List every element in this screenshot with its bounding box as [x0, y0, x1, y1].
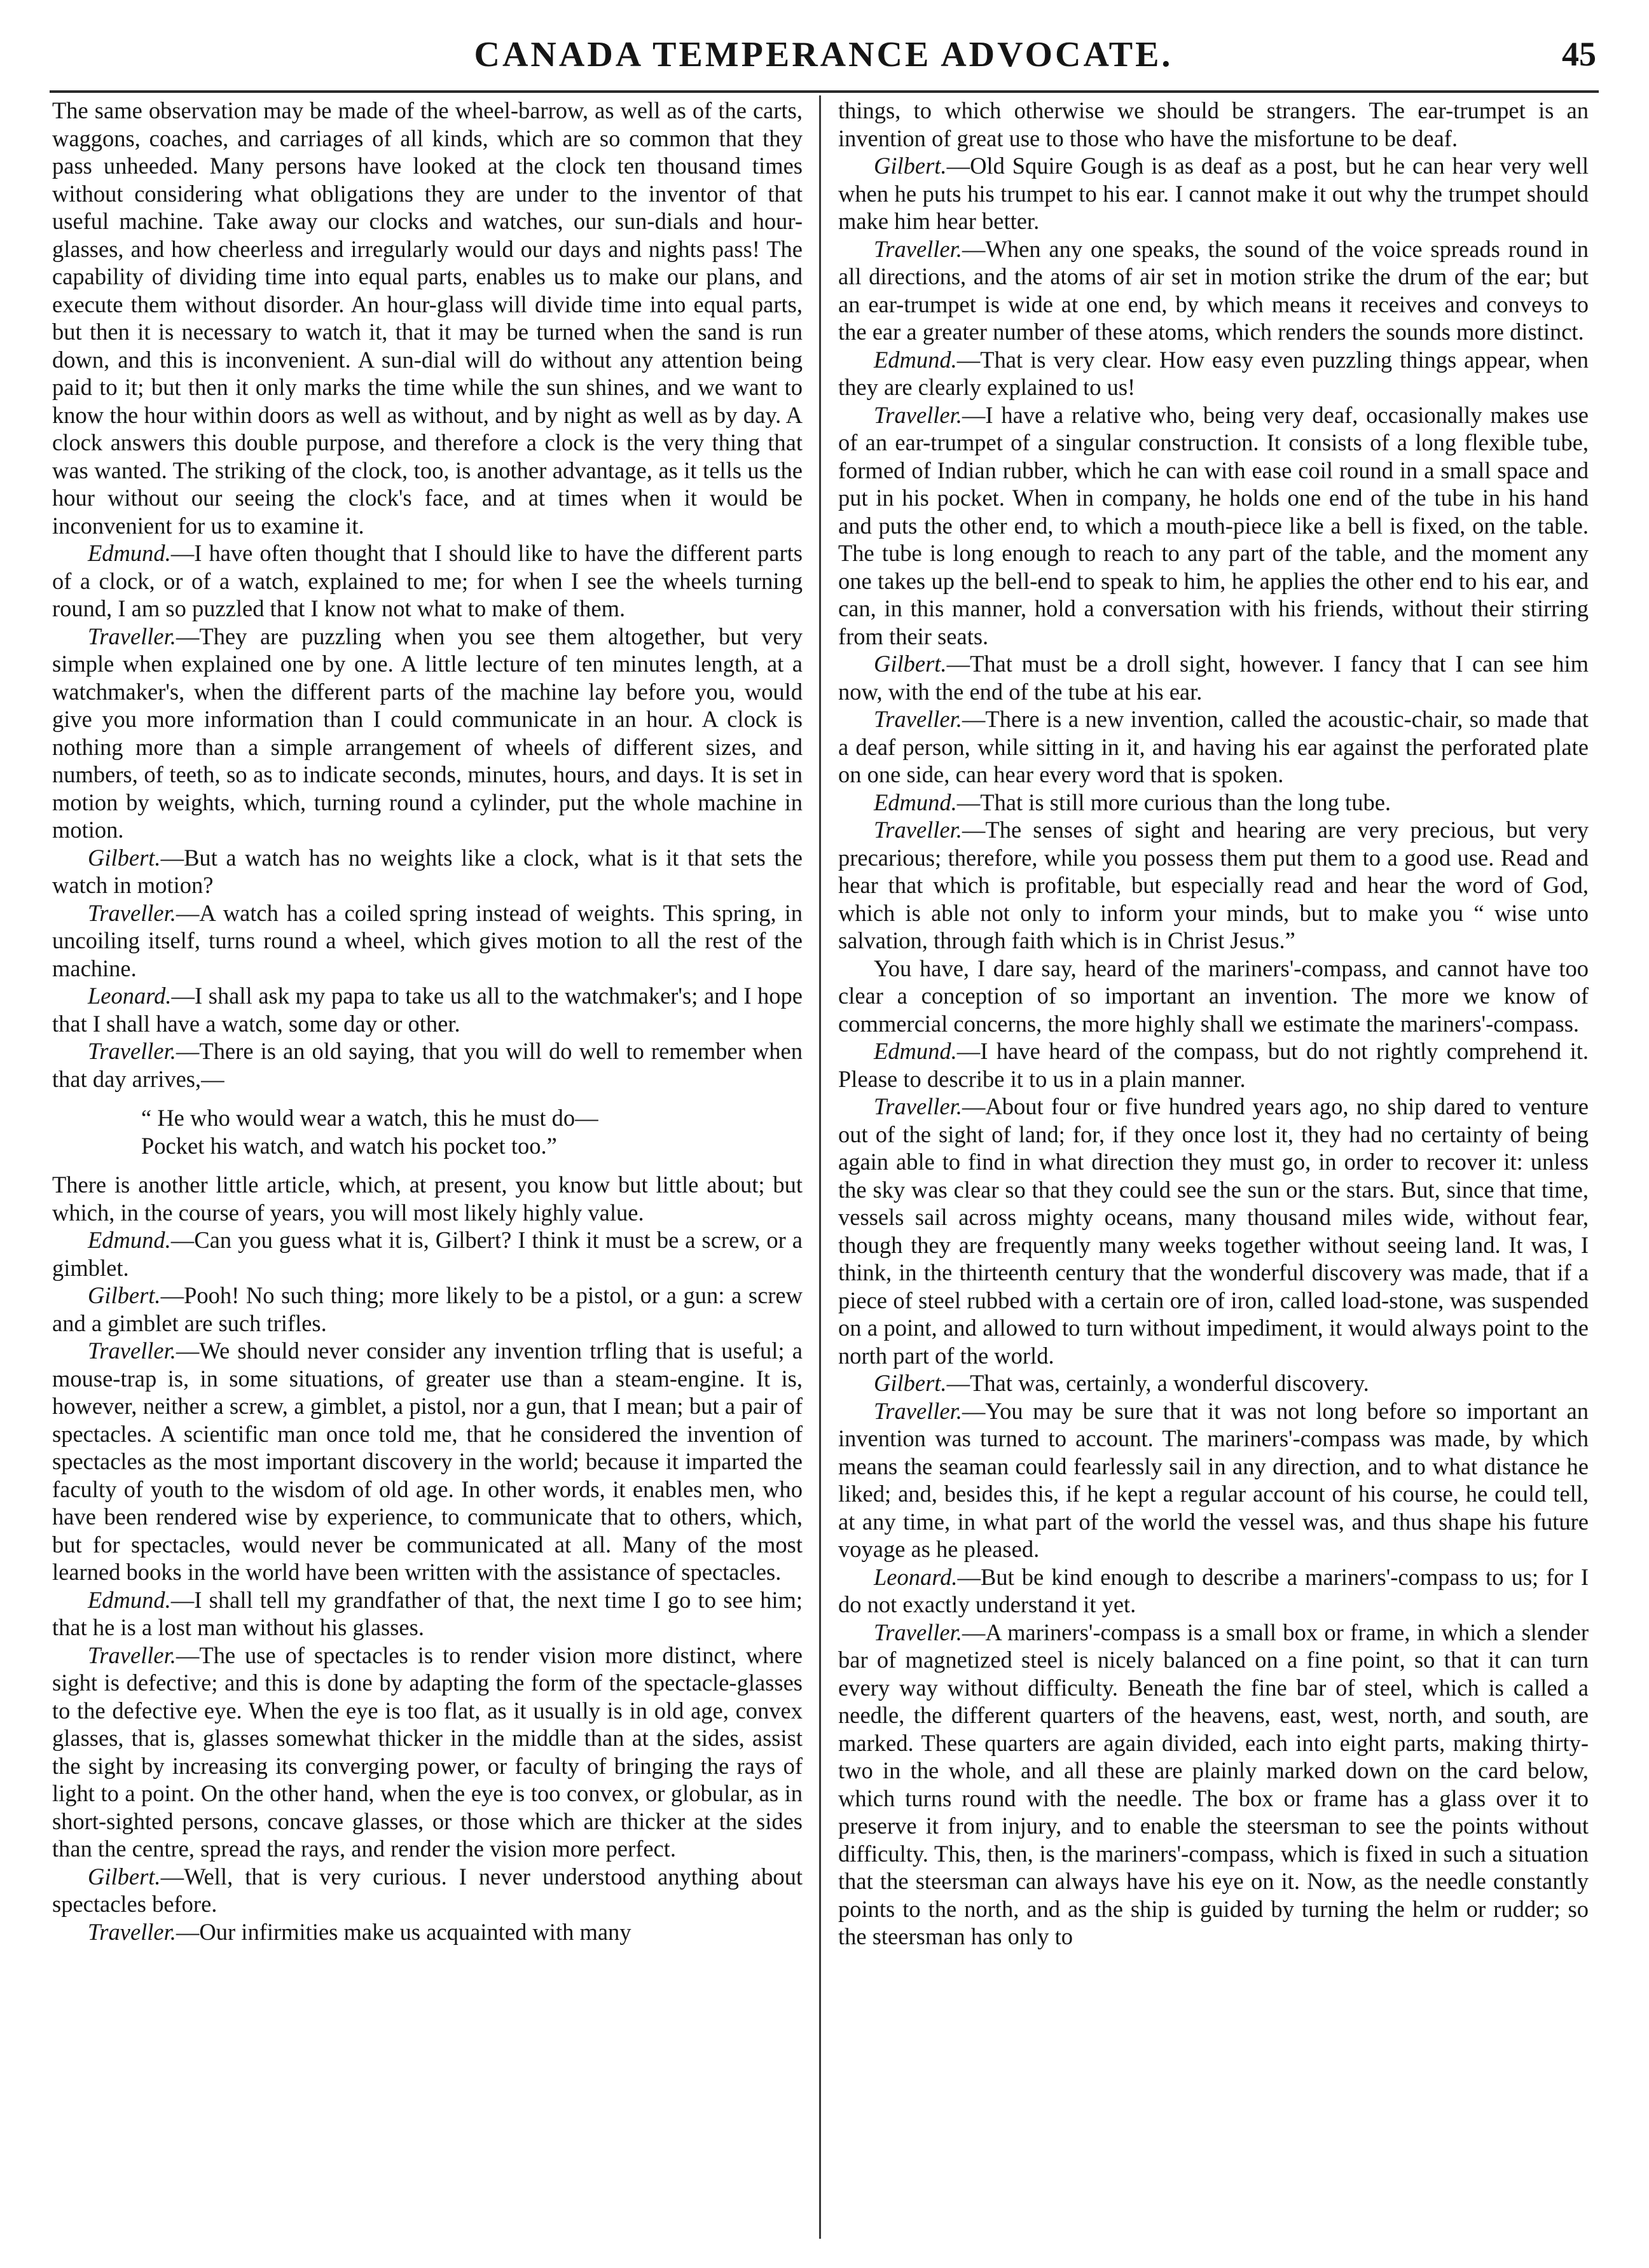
dialogue-text: —That was, certainly, a wonderful discovery.	[946, 1370, 1369, 1396]
dialogue-text: —That is very clear. How easy even puzzling things appear, when they are clearly explained to us!	[838, 346, 1589, 400]
dialogue-text: —Old Squire Gough is as deaf as a post, but he can hear very well when he puts his trumpet to his ear. I cannot make it out why the trumpet should make him hear better.	[838, 153, 1589, 234]
dialogue-text: —A mariners'-compass is a small box or frame, in which a slender bar of magnetized steel is nicely balanced on a fine point, so that it can turn every way without difficulty. Beneath the fine bar of steel, which is called a needle, the different quarters of the heavens, east, west, north, and south, are marked. These quarters are again divided, each into eight parts, making thirty-two in the whole, and all these are plainly marked down on the card below, which turns round with the needle. The box or frame has a glass over it to preserve it from injury, and to enable the steersman to see the points without difficulty. This, then, is the mariners'-compass, which is fixed in such a situation that the steersman can always have his eye on it. Now, as the needle constantly points to the north, and as the ship is guided by turning the helm or rudder; so the steersman has only to	[838, 1619, 1589, 1949]
speaker-name: Gilbert.	[88, 1282, 161, 1308]
dialogue-paragraph	[838, 705, 1589, 789]
dialogue-paragraph	[52, 539, 803, 623]
dialogue-paragraph	[838, 650, 1589, 705]
speaker-name: Traveller.	[88, 1918, 176, 1945]
dialogue-paragraph	[838, 401, 1589, 651]
dialogue-paragraph	[52, 1642, 803, 1863]
speaker-name: Edmund.	[88, 1586, 171, 1613]
dialogue-text: —But be kind enough to describe a mariners'-compass to us; for I do not exactly understand it yet.	[838, 1563, 1589, 1617]
dialogue-text: —That must be a droll sight, however. I fancy that I can see him now, with the end of the tube at his ear.	[838, 651, 1589, 705]
speaker-name: Traveller.	[88, 1038, 176, 1064]
speaker-name: Edmund.	[88, 1227, 171, 1253]
dialogue-paragraph	[52, 1918, 803, 1946]
dialogue-paragraph	[52, 899, 803, 983]
dialogue-paragraph	[838, 1397, 1589, 1563]
dialogue-text: —About four or five hundred years ago, no ship dared to venture out of the sight of land; for, if they once lost it, they had no certainty of being again able to find in what direction they must go, in order to recover it: unless the sky was clear so that they could see the sun or the stars. But, since that time, vessels sail across mighty oceans, many thousand miles wide, without fear, though they are frequently many weeks together without seeing land. It was, I think, in the thirteenth century that the wonderful discovery was made, that if a piece of steel rubbed with a certain ore of iron, called load-stone, was suspended on a point, and allowed to turn without impediment, it would always point to the north part of the world.	[838, 1093, 1589, 1369]
speaker-name: Traveller.	[874, 706, 962, 732]
running-title: CANADA TEMPERANCE ADVOCATE.	[474, 35, 1173, 74]
verse-quote	[141, 1104, 803, 1159]
dialogue-paragraph	[52, 1037, 803, 1093]
speaker-name: Traveller.	[874, 817, 962, 843]
dialogue-text: —I shall tell my grandfather of that, the next time I go to see him; that he is a lost man without his glasses.	[52, 1586, 803, 1640]
speaker-name: Gilbert.	[88, 844, 161, 871]
speaker-name: Traveller.	[88, 1338, 176, 1364]
speaker-name: Traveller.	[88, 1642, 176, 1668]
dialogue-text: —There is a new invention, called the acoustic-chair, so made that a deaf person, while sitting in it, and having his ear against the perforated plate on one side, can hear every word that is spoken.	[838, 706, 1589, 787]
dialogue-paragraph	[52, 1282, 803, 1337]
dialogue-text: —Pooh! No such thing; more likely to be a pistol, or a gun: a screw and a gimblet are such trifles.	[52, 1282, 803, 1336]
dialogue-text: —There is an old saying, that you will do well to remember when that day arrives,—	[52, 1038, 803, 1092]
dialogue-text: —That is still more curious than the long tube.	[956, 789, 1391, 815]
dialogue-paragraph	[52, 1586, 803, 1642]
speaker-name: Leonard.	[88, 983, 172, 1009]
verse-line: Pocket his watch, and watch his pocket too.”	[141, 1132, 557, 1159]
dialogue-paragraph	[838, 1563, 1589, 1619]
dialogue-text: —When any one speaks, the sound of the voice spreads round in all directions, and the atoms of air set in motion strike the drum of the ear; but an ear-trumpet is wide at one end, by which means it receives and conveys to the ear a greater number of these atoms, which renders the sounds more distinct.	[838, 235, 1589, 345]
dialogue-text: —The use of spectacles is to render vision more distinct, where sight is defective; and this is done by adapting the form of the spectacle-glasses to the defective eye. When the eye is too flat, as it usually is in old age, convex glasses, that is, glasses somewhat thicker in the middle than at the sides, assist the sight by increasing its converging power, or faculty of bringing the rays of light to a point. On the other hand, when the eye is too convex, or globular, as in short-sighted persons, concave glasses, or those which are thicker at the sides than the centre, spread the rays, and render the vision more perfect.	[52, 1642, 803, 1862]
paragraph: There is another little article, which, at present, you know but little about; but which, in the course of years, you will most likely highly value.	[52, 1172, 803, 1226]
paragraph: The same observation may be made of the wheel-barrow, as well as of the carts, waggons, coaches, and carriages of all kinds, which are so common that they pass unheeded. Many persons have looked at the clock ten thousand times without considering what obligations they are under to the inventor of that useful machine. Take away our clocks and watches, our sun-dials and hour-glasses, and how cheerless and irregularly would our days and nights pass! The capability of dividing time into equal parts, enables us to make our plans, and execute them without disorder. An hour-glass will divide time into equal parts, but then it is necessary to watch it, that it may be turned when the sand is run down, and this is inconvenient. A sun-dial will do without any attention being paid to it; but then it only marks the time while the sun shines, and we want to know the hour within doors as well as without, and by night as well as by day. A clock answers this double purpose, and therefore a clock is the very thing that was wanted. The striking of the clock, too, is another advantage, as it tells us the hour without our seeing the clock's face, and at times when it would be inconvenient for us to examine it.	[52, 97, 803, 539]
speaker-name: Gilbert.	[874, 153, 947, 179]
dialogue-text: —Our infirmities make us acquainted with many	[176, 1918, 631, 1945]
dialogue-text: —I have a relative who, being very deaf, occasionally makes use of an ear-trumpet of a singular construction. It consists of a long flexible tube, formed of Indian rubber, which he can with ease coil round in a small space and put in his pocket. When in company, he holds one end of the tube in his hand and puts the other end, to which a mouth-piece like a bell is fixed, on the table. The tube is long enough to reach to any part of the table, and the moment any one takes up the bell-end to speak to him, he applies the other end to his ear, and can, in this manner, hold a conversation with his friends, without their stirring from their seats.	[838, 401, 1589, 649]
header-rule	[50, 90, 1599, 93]
column-divider	[819, 95, 821, 2239]
dialogue-paragraph	[838, 1037, 1589, 1093]
speaker-name: Edmund.	[874, 346, 957, 373]
speaker-name: Traveller.	[874, 401, 962, 428]
speaker-name: Traveller.	[874, 235, 962, 262]
dialogue-paragraph	[838, 235, 1589, 346]
page-number: 45	[1562, 35, 1596, 73]
dialogue-paragraph	[838, 152, 1589, 235]
speaker-name: Traveller.	[88, 623, 176, 649]
speaker-name: Traveller.	[874, 1619, 962, 1645]
dialogue-text: —I have heard of the compass, but do not rightly comprehend it. Please to describe it to us in a plain manner.	[838, 1038, 1589, 1092]
dialogue-paragraph	[52, 1337, 803, 1586]
speaker-name: Gilbert.	[88, 1863, 161, 1890]
dialogue-paragraph	[838, 1369, 1589, 1397]
dialogue-paragraph	[52, 1226, 803, 1282]
dialogue-text: —But a watch has no weights like a clock, what is it that sets the watch in motion?	[52, 844, 803, 898]
dialogue-text: —A watch has a coiled spring instead of weights. This spring, in uncoiling itself, turns round a wheel, which gives motion to all the rest of the machine.	[52, 899, 803, 981]
dialogue-text: —Well, that is very curious. I never understood anything about spectacles before.	[52, 1863, 803, 1917]
paragraph: You have, I dare say, heard of the mariners'-compass, and cannot have too clear a conception of so important an invention. The more we know of commercial concerns, the more highly shall we estimate the mariners'-compass.	[838, 955, 1589, 1037]
speaker-name: Edmund.	[88, 540, 171, 566]
left-column	[52, 97, 803, 2237]
dialogue-text: —We should never consider any invention trfling that is useful; a mouse-trap is, in some situations, of greater use than a steam-engine. It is, however, neither a screw, a gimblet, a pistol, nor a gun, that I mean; but a pair of spectacles. A scientific man once told me, that he considered the invention of spectacles as the most important discovery in the world; because it imparted the faculty of youth to the wisdom of old age. In other words, it enables men, who have been rendered wise by experience, to communicate that to others, which, but for spectacles, would never be communicated at all. Many of the most learned books in the world have been written with the assistance of spectacles.	[52, 1338, 803, 1585]
page-header	[51, 25, 1596, 95]
speaker-name: Gilbert.	[874, 1370, 947, 1396]
speaker-name: Edmund.	[874, 1038, 957, 1064]
dialogue-paragraph	[52, 1863, 803, 1918]
dialogue-paragraph	[838, 1619, 1589, 1951]
dialogue-paragraph	[838, 346, 1589, 401]
speaker-name: Traveller.	[874, 1093, 962, 1119]
dialogue-text: —Can you guess what it is, Gilbert? I think it must be a screw, or a gimblet.	[52, 1227, 803, 1281]
speaker-name: Gilbert.	[874, 651, 947, 677]
speaker-name: Traveller.	[874, 1397, 962, 1424]
dialogue-paragraph	[52, 623, 803, 844]
speaker-name: Traveller.	[88, 899, 176, 926]
dialogue-text: —I have often thought that I should like to have the different parts of a clock, or of a watch, explained to me; for when I see the wheels turning round, I am so puzzled that I know not what to make of them.	[52, 540, 803, 621]
speaker-name: Leonard.	[874, 1563, 958, 1590]
dialogue-paragraph	[52, 982, 803, 1037]
dialogue-text: —You may be sure that it was not long before so important an invention was turned to account. The mariners'-compass was made, by which means the seaman could fearlessly sail in any direction, and to what distance he liked; and, besides this, if he kept a regular account of his course, he could tell, at any time, in what part of the world the vessel was, and thus shape his future voyage as he pleased.	[838, 1397, 1589, 1562]
dialogue-text: —I shall ask my papa to take us all to the watchmaker's; and I hope that I shall have a watch, some day or other.	[52, 983, 803, 1037]
dialogue-paragraph	[838, 816, 1589, 955]
paragraph: things, to which otherwise we should be strangers. The ear-trumpet is an invention of great use to those who have the misfortune to be deaf.	[838, 97, 1589, 151]
dialogue-paragraph	[838, 1093, 1589, 1369]
dialogue-text: —They are puzzling when you see them altogether, but very simple when explained one by one. A little lecture of ten minutes length, at a watchmaker's, when the different parts of the machine lay before you, would give you more information than I could communicate in an hour. A clock is nothing more than a simple arrangement of wheels of different sizes, and numbers, of teeth, so as to indicate seconds, minutes, hours, and days. It is set in motion by weights, which, turning round a cylinder, put the whole machine in motion.	[52, 623, 803, 843]
verse-line: “ He who would wear a watch, this he must do—	[141, 1105, 598, 1131]
dialogue-paragraph	[52, 844, 803, 899]
dialogue-text: —The senses of sight and hearing are very precious, but very precarious; therefore, while you possess them put them to a good use. Read and hear that which is profitable, but especially read and hear the word of God, which is able not only to inform your minds, but to make you “ wise unto salvation, through faith which is in Christ Jesus.”	[838, 817, 1589, 953]
dialogue-paragraph	[838, 789, 1589, 817]
right-column	[838, 97, 1589, 2237]
speaker-name: Edmund.	[874, 789, 957, 815]
